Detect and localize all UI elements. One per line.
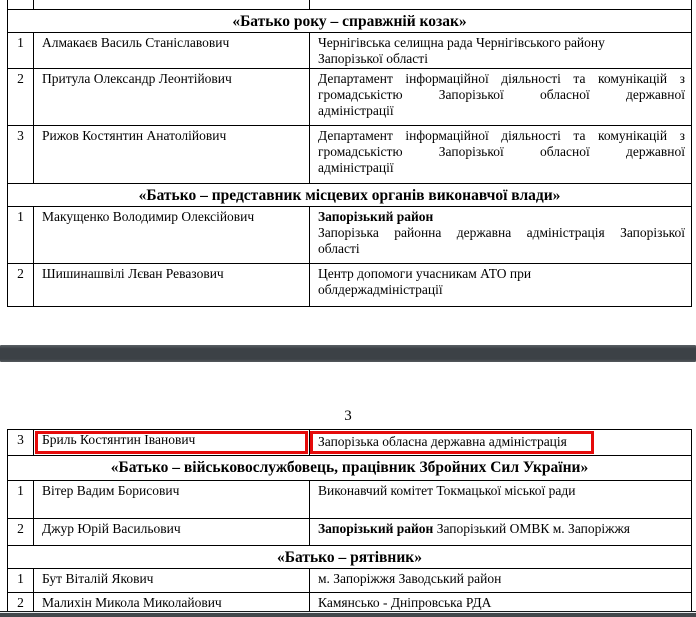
organization-text: Виконавчий комітет Токмацької міської ради [318, 483, 576, 498]
row-number-cell: 2 [8, 263, 34, 306]
nominee-name: Притула Олександр Леонтійович [42, 70, 232, 86]
table-row [8, 206, 692, 263]
section-header: «Батько року – справжній козак» [8, 9, 692, 32]
name-cell [34, 263, 310, 306]
cut-off-cell [310, 0, 692, 9]
organization-line [318, 87, 685, 103]
organization-text: Запорізький район [318, 521, 437, 536]
organization-text: Запорізька обласна державна адміністрація [318, 434, 567, 449]
organization-line [318, 51, 685, 67]
organization-cell [310, 569, 692, 593]
organization-text: Чернігівська селищна рада Чернігівського району [318, 34, 605, 50]
section-header-row [8, 546, 692, 569]
awards-table-page-2 [7, 429, 692, 613]
organization-line [318, 144, 685, 160]
organization-text: Запорізький район [318, 208, 434, 224]
organization-line [318, 103, 685, 119]
name-cell [34, 125, 310, 183]
nominee-name: Малихін Микола Миколайович [42, 595, 222, 610]
table-row [8, 481, 692, 519]
section-header-row [8, 9, 692, 32]
organization-cell [310, 125, 692, 183]
cut-off-row [8, 0, 692, 9]
name-cell [34, 430, 310, 456]
organization-text: м. Запоріжжя Заводський район [318, 571, 502, 586]
row-number-cell: 1 [8, 481, 34, 519]
row-number-cell: 2 [8, 593, 34, 613]
cut-off-cell [8, 0, 34, 9]
organization-text: Департамент інформаційної діяльності та комунікацій з [318, 70, 685, 86]
organization-line [318, 282, 685, 298]
organization-line [318, 225, 685, 241]
organization-line [318, 483, 685, 499]
organization-text: облдержадміністрації [318, 281, 443, 297]
nominee-name: Джур Юрій Васильович [42, 521, 181, 536]
awards-table-page-1 [7, 0, 692, 307]
organization-cell [310, 593, 692, 613]
row-number-cell: 2 [8, 519, 34, 546]
section-header-row [8, 456, 692, 481]
bottom-page-separator-bar [0, 611, 696, 617]
organization-line [318, 266, 685, 282]
organization-text: області [318, 240, 360, 256]
nominee-name: Рижов Костянтин Анатолійович [42, 127, 227, 143]
organization-line [318, 128, 685, 144]
organization-line [318, 241, 685, 257]
page-separator-bar [0, 345, 696, 362]
page-number: 3 [344, 408, 352, 424]
table-row [8, 32, 692, 68]
table-row [8, 68, 692, 125]
organization-text: Центр допомоги учасникам АТО при [318, 265, 532, 281]
organization-text: адміністрації [318, 159, 394, 175]
nominee-name: Вітер Вадим Борисович [42, 483, 180, 498]
table-row [8, 569, 692, 593]
nominee-name: Макущенко Володимир Олексійович [42, 208, 255, 224]
organization-text: громадськістю Запорізької обласної державної [318, 86, 685, 102]
organization-cell [310, 519, 692, 546]
organization-line [318, 521, 685, 537]
section-header-row [8, 183, 692, 206]
nominee-name: Шишинашвілі Лєван Ревазович [42, 265, 224, 281]
table-row [8, 430, 692, 456]
row-number-cell: 1 [8, 206, 34, 263]
row-number-cell: 1 [8, 569, 34, 593]
organization-text: громадськістю Запорізької обласної державної [318, 143, 685, 159]
name-cell [34, 481, 310, 519]
cut-off-cell [34, 0, 310, 9]
organization-line [318, 209, 685, 225]
row-number-cell: 3 [8, 430, 34, 456]
section-header: «Батько – військовослужбовець, працівник Збройних Сил України» [8, 456, 692, 481]
row-number-cell: 1 [8, 32, 34, 68]
organization-text: Камянсько - Дніпровська РДА [318, 595, 492, 610]
nominee-name: Бриль Костянтин Іванович [42, 432, 196, 447]
organization-cell [310, 430, 692, 456]
organization-line [318, 432, 685, 454]
table-row [8, 519, 692, 546]
table-row [8, 593, 692, 613]
name-cell [34, 569, 310, 593]
organization-line [318, 71, 685, 87]
organization-cell [310, 32, 692, 68]
section-header: «Батько – рятівник» [8, 546, 692, 569]
highlight-box [310, 431, 594, 454]
nominee-name: Алмакаєв Василь Станіславович [42, 34, 230, 50]
row-number-cell: 2 [8, 68, 34, 125]
table-row [8, 125, 692, 183]
name-cell [34, 68, 310, 125]
organization-line [318, 571, 685, 587]
organization-cell [310, 68, 692, 125]
organization-cell [310, 481, 692, 519]
nominee-name: Бут Віталій Якович [42, 571, 154, 586]
organization-text: адміністрації [318, 102, 394, 118]
name-cell [34, 206, 310, 263]
organization-cell [310, 206, 692, 263]
organization-line [318, 35, 685, 51]
name-cell [34, 32, 310, 68]
organization-line [318, 595, 685, 611]
table-row [8, 263, 692, 306]
organization-cell [310, 263, 692, 306]
section-header: «Батько – представник місцевих органів виконавчої влади» [8, 183, 692, 206]
organization-text: Запорізької області [318, 50, 428, 66]
row-number-cell: 3 [8, 125, 34, 183]
name-cell [34, 593, 310, 613]
organization-line [318, 160, 685, 176]
organization-text: Департамент інформаційної діяльності та комунікацій з [318, 127, 685, 143]
organization-text: Запорізький ОМВК м. Запоріжжя [436, 521, 630, 536]
organization-text: Запорізька районна державна адміністрація Запорізької [318, 224, 685, 240]
name-cell [34, 519, 310, 546]
